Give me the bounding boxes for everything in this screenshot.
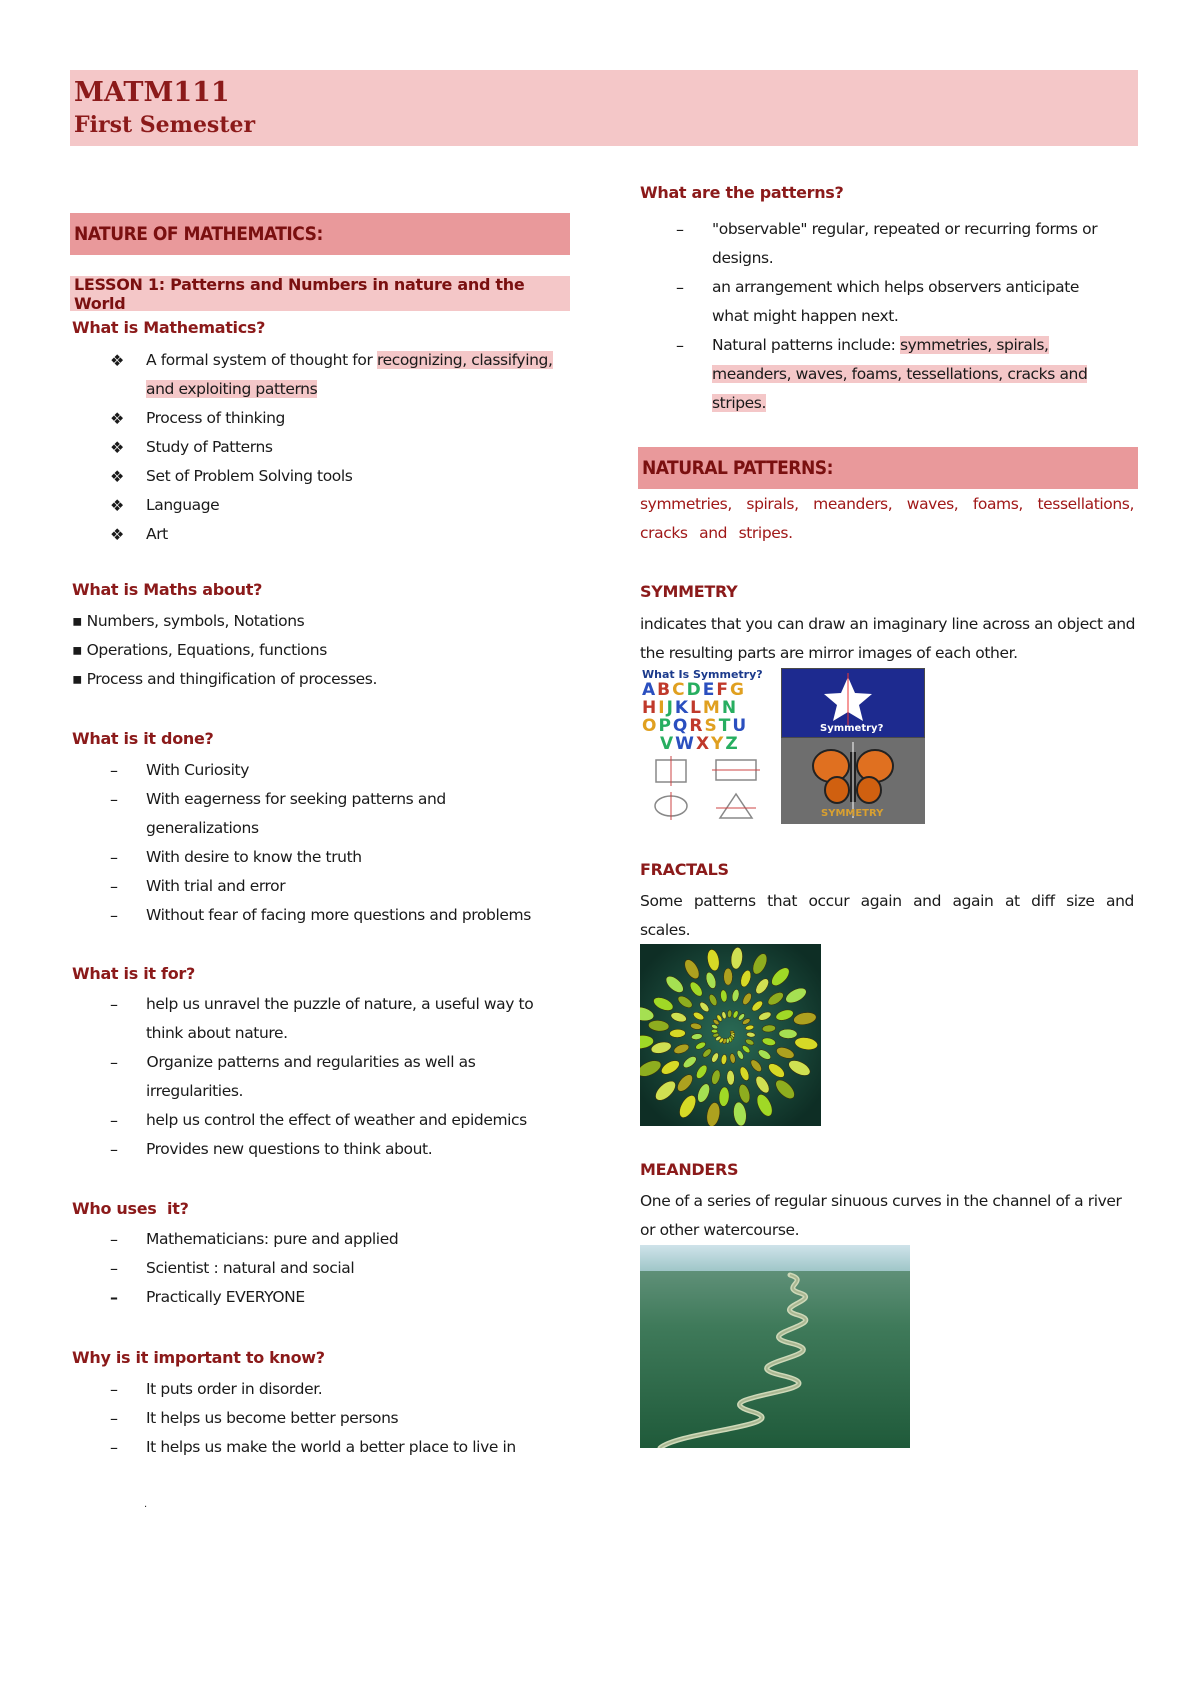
natural-patterns-heading: NATURAL PATTERNS: — [638, 447, 1138, 489]
fractal-segment — [724, 968, 733, 985]
meanders-heading: MEANDERS — [640, 1160, 739, 1179]
alphabet-panel — [640, 668, 781, 824]
alphabet-letter: Q — [672, 716, 690, 736]
what-is-math-heading: What is Mathematics? — [72, 318, 266, 337]
dash-bullet-icon: – — [110, 1259, 118, 1278]
dash-bullet-icon: – — [110, 1380, 118, 1399]
dash-bullet-icon: – — [110, 790, 118, 809]
alphabet-letter: N — [721, 698, 739, 718]
alphabet-letter: A — [642, 680, 658, 700]
diamond-bullet-icon: ❖ — [110, 467, 125, 486]
list-item: Without fear of facing more questions and problems — [146, 906, 531, 924]
butterfly-caption: SYMMETRY — [821, 808, 884, 819]
list-item: Mathematicians: pure and applied — [146, 1230, 399, 1248]
list-item-cont: think about nature. — [146, 1024, 288, 1042]
fractals-text: Some patterns that occur again and again at diff size and scales. — [640, 892, 1134, 939]
butterfly-panel — [781, 738, 925, 824]
dash-bullet-icon: – — [110, 1438, 118, 1457]
list-item: Language — [146, 496, 220, 514]
list-item: With trial and error — [146, 877, 286, 895]
list-item: It puts order in disorder. — [146, 1380, 323, 1398]
dash-bullet-icon: – — [110, 1288, 118, 1307]
list-item: ▪ Operations, Equations, functions — [72, 641, 327, 659]
list-item: ▪ Process and thingification of processes. — [72, 670, 377, 688]
alphabet-letter: V — [660, 734, 676, 754]
alphabet-letter: X — [695, 734, 712, 754]
list-item: "observable" regular, repeated or recurring forms or — [712, 220, 1098, 238]
list-item: Study of Patterns — [146, 438, 273, 456]
list-item: Process of thinking — [146, 409, 285, 427]
list-item-cont: generalizations — [146, 819, 259, 837]
alphabet-letter: C — [672, 680, 687, 700]
list-item: Set of Problem Solving tools — [146, 467, 353, 485]
list-item: It helps us make the world a better place to live in — [146, 1438, 516, 1456]
lesson-title: LESSON 1: Patterns and Numbers in nature and the World — [70, 276, 570, 311]
alphabet-letter: Y — [711, 734, 726, 754]
symmetry-img-title: What Is Symmetry? — [642, 668, 763, 681]
list-item-cont: stripes. — [712, 394, 767, 412]
list-item-cont: designs. — [712, 249, 774, 267]
list-item: Scientist : natural and social — [146, 1259, 355, 1277]
dash-bullet-icon: – — [110, 1140, 118, 1159]
list-item-cont: what might happen next. — [712, 307, 899, 325]
dash-bullet-icon: – — [110, 848, 118, 867]
symmetry-image — [640, 668, 925, 824]
symmetry-text: indicates that you can draw an imaginary line across an object and the resulting parts are mirror images of each other. — [640, 615, 1136, 662]
alphabet-letter: S — [704, 716, 719, 736]
alphabet-letter: J — [666, 698, 675, 718]
patterns-heading: What are the patterns? — [640, 183, 844, 202]
list-item: help us control the effect of weather and epidemics — [146, 1111, 527, 1129]
alphabet-letter: B — [657, 680, 673, 700]
alphabet-letter: D — [686, 680, 703, 700]
maths-about-heading: What is Maths about? — [72, 580, 263, 599]
done-heading: What is it done? — [72, 729, 214, 748]
diamond-bullet-icon: ❖ — [110, 496, 125, 515]
star-caption: Symmetry? — [820, 723, 884, 734]
semester: First Semester — [74, 112, 256, 138]
symmetry-heading: SYMMETRY — [640, 582, 738, 601]
natural-patterns-list: symmetries, spirals, meanders, waves, foams, tessellations, cracks and stripes. — [640, 495, 1134, 542]
alphabet-letter: G — [730, 680, 746, 700]
dash-bullet-icon: – — [110, 1111, 118, 1130]
alphabet-letter: K — [674, 698, 691, 718]
alphabet-letter: Z — [725, 734, 740, 754]
alphabet-letter: W — [675, 734, 696, 754]
alphabet-letter: M — [702, 698, 722, 718]
alphabet-letter: H — [642, 698, 659, 718]
dash-bullet-icon: – — [110, 1230, 118, 1249]
list-item: With eagerness for seeking patterns and — [146, 790, 446, 808]
list-item-cont: meanders, waves, foams, tessellations, cracks and — [712, 365, 1088, 383]
list-item-cont: irregularities. — [146, 1082, 244, 1100]
list-item: Natural patterns include: symmetries, spirals, — [712, 336, 1049, 354]
alphabet-letter: O — [642, 716, 659, 736]
alphabet-letter: R — [689, 716, 705, 736]
alphabet-letter: T — [718, 716, 733, 736]
dash-bullet-icon: – — [110, 906, 118, 925]
diamond-bullet-icon: ❖ — [110, 409, 125, 428]
list-item: help us unravel the puzzle of nature, a useful way to — [146, 995, 534, 1013]
list-item: It helps us become better persons — [146, 1409, 399, 1427]
fractals-heading: FRACTALS — [640, 860, 729, 879]
dash-bullet-icon: – — [110, 1053, 118, 1072]
course-code: MATM111 — [74, 77, 230, 108]
meanders-text: One of a series of regular sinuous curves in the channel of a river or other watercourse. — [640, 1192, 1122, 1239]
list-item: A formal system of thought for recognizing, classifying, — [146, 351, 553, 369]
dash-bullet-icon: – — [110, 995, 118, 1014]
alphabet-letter: L — [690, 698, 703, 718]
dash-bullet-icon: – — [110, 761, 118, 780]
list-item: Provides new questions to think about. — [146, 1140, 433, 1158]
important-heading: Why is it important to know? — [72, 1348, 325, 1367]
dash-bullet-icon: – — [110, 877, 118, 896]
fractal-spiral-icon — [640, 944, 821, 1126]
fractal-segment — [711, 1029, 718, 1033]
list-item-cont: and exploiting patterns — [146, 380, 318, 398]
river-icon — [640, 1245, 910, 1448]
for-heading: What is it for? — [72, 964, 195, 983]
list-item: Organize patterns and regularities as well as — [142, 1053, 476, 1071]
alphabet-letter: U — [732, 716, 749, 736]
shapes-icon — [640, 668, 781, 824]
diamond-bullet-icon: ❖ — [110, 525, 125, 544]
fractal-image — [640, 944, 821, 1126]
list-item: With desire to know the truth — [146, 848, 362, 866]
alphabet-letter: E — [702, 680, 717, 700]
dash-bullet-icon: – — [676, 220, 684, 239]
alphabet-letter: P — [658, 716, 673, 736]
diamond-bullet-icon: ❖ — [110, 438, 125, 457]
fractal-segment — [727, 1010, 732, 1018]
list-item: Practically EVERYONE — [146, 1288, 305, 1306]
list-item: Art — [146, 525, 168, 543]
list-item: ▪ Numbers, symbols, Notations — [72, 612, 305, 630]
title-band — [70, 70, 1138, 146]
dash-bullet-icon: – — [110, 1409, 118, 1428]
stray-dot: . — [144, 1499, 147, 1510]
alphabet-letter: F — [716, 680, 730, 700]
alphabet-letter: I — [658, 698, 667, 718]
star-panel — [781, 668, 925, 738]
diamond-bullet-icon: ❖ — [110, 351, 125, 370]
list-item: With Curiosity — [146, 761, 249, 779]
uses-heading: Who uses it? — [72, 1199, 189, 1218]
nature-of-math-heading: NATURE OF MATHEMATICS: — [70, 213, 570, 255]
dash-bullet-icon: – — [676, 278, 684, 297]
list-item: an arrangement which helps observers anticipate — [712, 278, 1080, 296]
meanders-image — [640, 1245, 910, 1448]
dash-bullet-icon: – — [676, 336, 684, 355]
